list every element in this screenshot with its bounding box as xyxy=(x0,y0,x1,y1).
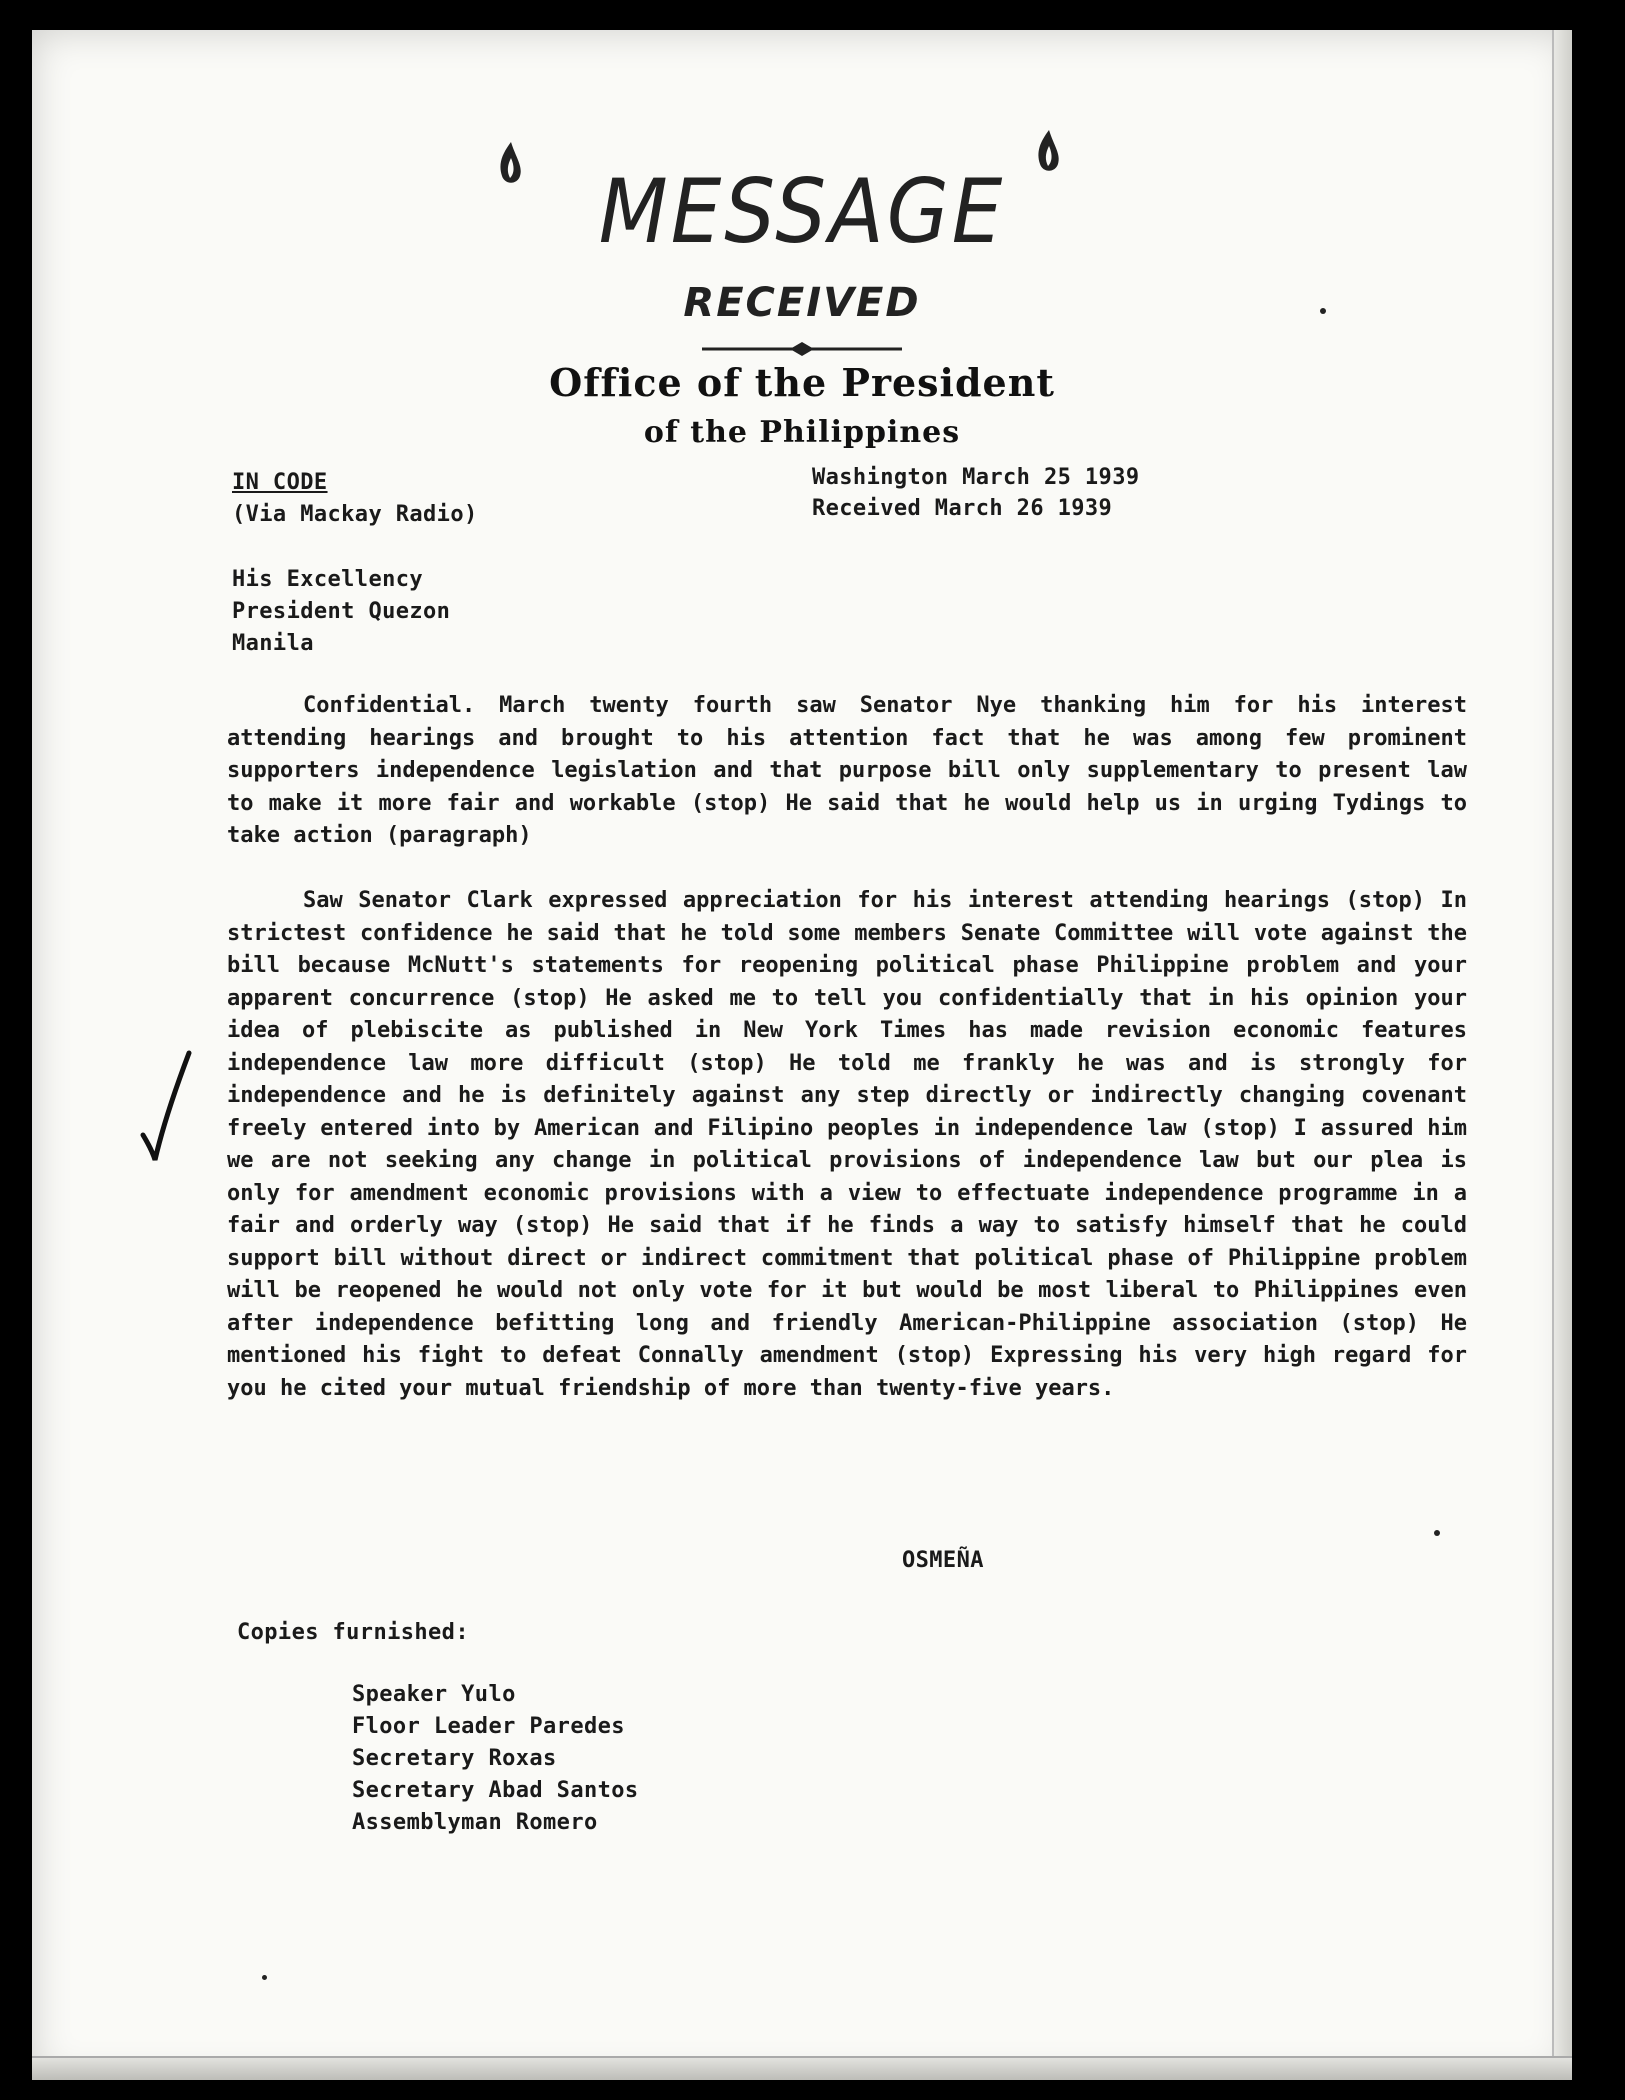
copy-recipient: Secretary Abad Santos xyxy=(352,1778,639,1803)
paper-bottom-edge xyxy=(32,2056,1572,2080)
paper-right-edge xyxy=(1552,30,1572,2080)
copy-recipient: Assemblyman Romero xyxy=(352,1810,598,1835)
ink-speck xyxy=(1320,308,1326,314)
body-paragraph-1: Confidential. March twenty fourth saw Senator Nye thanking him for his interest attending hearings and brought to his attention fact that he was among few prominent supporters independence legislation and that purpose bill only supplementary to present law to make it more fair and workable (stop) He said that he would help us in urging Tydings to take action (paragraph) xyxy=(227,693,1467,848)
origin-date: Washington March 25 1939 xyxy=(812,465,1140,490)
ink-speck xyxy=(1434,1530,1440,1536)
transmission-via: (Via Mackay Radio) xyxy=(232,502,478,527)
copy-recipient: Secretary Roxas xyxy=(352,1746,557,1771)
office-name: Office of the President xyxy=(549,360,1055,405)
addressee-name: President Quezon xyxy=(232,599,451,624)
copies-label: Copies furnished: xyxy=(237,1620,469,1645)
addressee-city: Manila xyxy=(232,631,314,656)
letterhead-title: MESSAGE xyxy=(598,160,1006,263)
copy-recipient: Speaker Yulo xyxy=(352,1682,516,1707)
checkmark-annotation-icon xyxy=(137,1045,197,1165)
letterhead-subtitle: RECEIVED xyxy=(683,280,921,326)
office-country: of the Philippines xyxy=(643,415,961,450)
signature: OSMEÑA xyxy=(902,1548,984,1573)
received-date: Received March 26 1939 xyxy=(812,496,1113,521)
copy-recipient: Floor Leader Paredes xyxy=(352,1714,625,1739)
addressee-title: His Excellency xyxy=(232,567,424,592)
body-paragraph-2: Saw Senator Clark expressed appreciation for his interest attending hearings (stop) In strictest confidence he said that he told some members Senate Committee will vote against the bill because McNutt's statements for reopening political phase Philippine problem and your apparent concurrence (stop) He asked me to tell you confidentially that in his opinion your idea of plebiscite as published in New York Times has made revision economic features independence law more difficult (stop) He told me frankly he was and is strongly for independence and he is definitely against any step directly or indirectly changing covenant freely entered into by American and Filipino peoples in independence law (stop) I assured him we are not seeking any change in political provisions of independence law but our plea is only for amendment economic provisions with a view to effectuate independence programme in a fair and orderly way (stop) He said that if he finds a way to satisfy himself that he could support bill without direct or indirect commitment that political phase of Philippine problem will be reopened he would not only vote for it but would be most liberal to Philippines even after independence befitting long and friendly American-Philippine association (stop) He mentioned his fight to defeat Connally amendment (stop) Expressing his very high regard for you he cited your mutual friendship of more than twenty-five years. xyxy=(227,888,1467,1401)
document-page xyxy=(32,30,1572,2080)
code-label: IN CODE xyxy=(232,470,328,495)
ink-speck xyxy=(262,1975,267,1980)
divider-ornament-icon xyxy=(702,342,902,356)
